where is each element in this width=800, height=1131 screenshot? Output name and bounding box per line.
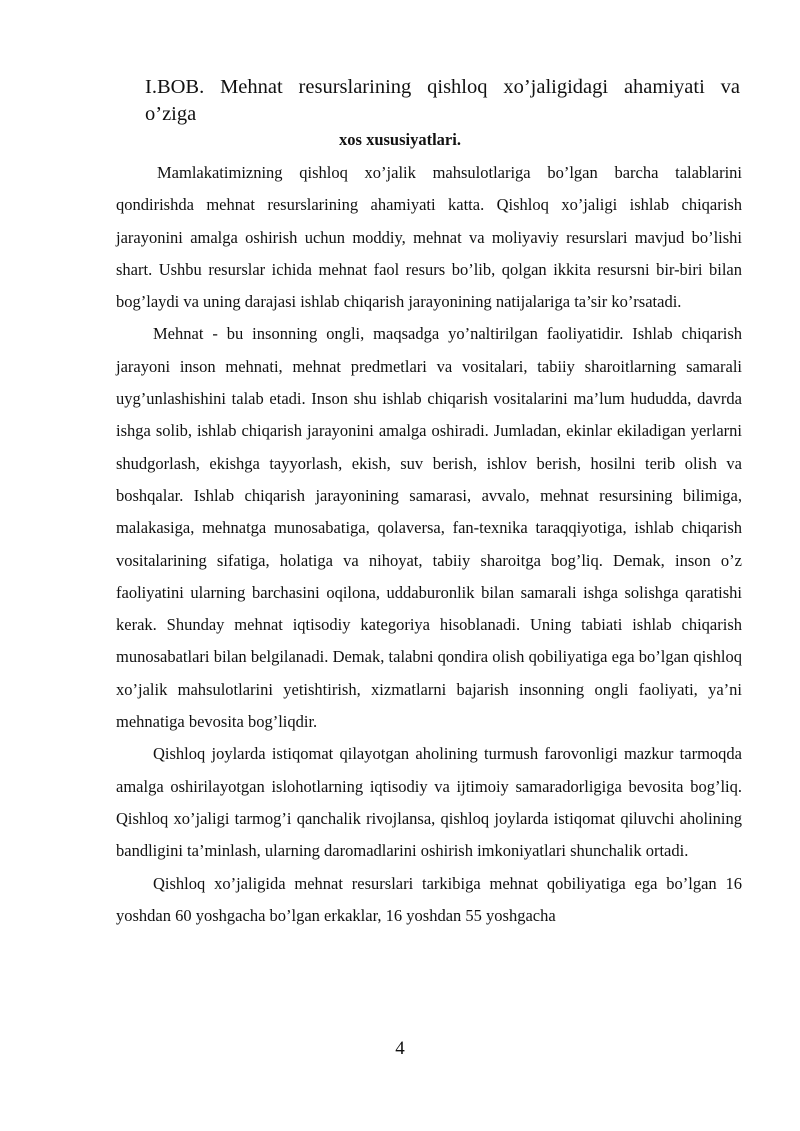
page-number: 4	[395, 1038, 405, 1059]
paragraph: Mehnat - bu insonning ongli, maqsadga yo’naltirilgan faoliyatidir. Ishlab chiqarish jarayoni inson mehnati, mehnat predmetlari va vositalari, tabiiy sharoitlarning samarali uyg’unlashishini talab etadi. Inson shu ishlab chiqarish vositalarini ma’lum hududda, davrda ishga solib, ishlab chiqarish jarayonini amalga oshiradi. Jumladan, ekinlar ekiladigan yerlarni shudgorlash, ekishga tayyorlash, ekish, suv berish, ishlov berish, hosilni terib olish va boshqalar. Ishlab chiqarish jarayonining samarasi, avvalo, mehnat resursining bilimiga, malakasiga, mehnatga munosabatiga, qolaversa, fan-texnika taraqqiyotiga, ishlab chiqarish vositalarining sifatiga, holatiga va nihoyat, tabiiy sharoitga bog’liq. Demak, inson o’z faoliyatini ularning barchasini oqilona, uddaburonlik bilan samarali ishga solishga qaratishi kerak. Shunday mehnat iqtisodiy kategoriya hisoblanadi. Uning tabiati ishlab chiqarish munosabatlari bilan belgilanadi. Demak, talabni qondira olish qobiliyatiga ega bo’lgan qishloq xo’jalik mahsulotlarini yetishtirish, xizmatlarni bajarish insonning ongli faoliyati, ya’ni mehnatiga bevosita bog’liqdir.	[116, 324, 742, 732]
paragraph: Qishloq joylarda istiqomat qilayotgan aholining turmush farovonligi mazkur tarmoqda amalga oshirilayotgan islohotlarning iqtisodiy va ijtimoiy samaradorligiga bevosita bog’liq. Qishloq xo’jaligi tarmog’i qanchalik rivojlansa, qishloq joylarda istiqomat qiluvchi aholining bandligini ta’minlash, ularning daromadlarini oshirish imkoniyatlari shunchalik ortadi.	[116, 744, 742, 861]
chapter-subtitle: xos xususiyatlari.	[339, 130, 461, 149]
chapter-title: I.BOB. Mehnat resurslarining qishloq xo’jaligidagi ahamiyati va o’ziga	[145, 76, 740, 125]
paragraph: Mamlakatimizning qishloq xo’jalik mahsulotlariga bo’lgan barcha talablarini qondirishda mehnat resurslarining ahamiyati katta. Qishloq xo’jaligi ishlab chiqarish jarayonini amalga oshirish uchun moddiy, mehnat va moliyaviy resurslari mavjud bo’lishi shart. Ushbu resurslar ichida mehnat faol resurs bo’lib, qolgan ikkita resursni bir-biri bilan bog’laydi va uning darajasi ishlab chiqarish jarayonining natijalariga ta’sir ko’rsatadi.	[116, 163, 742, 312]
paragraph: Qishloq xo’jaligida mehnat resurslari tarkibiga mehnat qobiliyatiga ega bo’lgan 16 yoshdan 60 yoshgacha bo’lgan erkaklar, 16 yoshdan 55 yoshgacha	[116, 873, 742, 925]
body-text	[116, 157, 742, 932]
